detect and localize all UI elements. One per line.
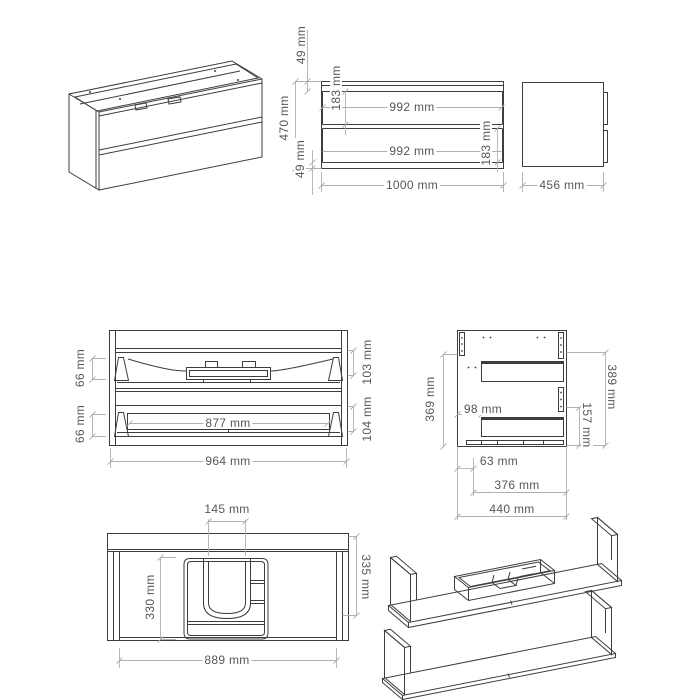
dim-sideopen-bottom-offset: 63 mm <box>479 454 519 468</box>
dim-open-inner-width: 877 mm <box>205 416 251 430</box>
dim-sideopen-front-offset: 98 mm <box>463 402 503 416</box>
dim-side-depth: 456 mm <box>539 178 585 192</box>
dim-front-drawer2-width: 992 mm <box>389 144 435 158</box>
dim-open-carcass-width: 964 mm <box>205 454 251 468</box>
dim-sideopen-slide-height: 369 mm <box>423 376 437 422</box>
dim-front-drawer1-width: 992 mm <box>389 100 435 114</box>
dim-front-height: 470 mm <box>277 95 291 141</box>
dim-front-bottom-rail: 49 mm <box>293 139 307 179</box>
dim-front-top-rail: 49 mm <box>294 25 308 65</box>
view-side-elevation <box>520 83 608 193</box>
dim-open-drawer1-side: 66 mm <box>73 348 87 388</box>
dim-sideopen-back-height: 389 mm <box>605 364 619 410</box>
dim-sideopen-lower-slide: 157 mm <box>580 402 594 448</box>
dim-sideopen-inner-depth: 440 mm <box>489 502 535 516</box>
dim-front-drawer1-height: 183 mm <box>329 65 343 111</box>
dim-top-depth-right: 335 mm <box>359 554 373 600</box>
dim-front-drawer2-height: 183 mm <box>479 120 493 166</box>
dim-open-drawer2-opening: 104 mm <box>360 396 374 442</box>
view-cabinet-3d <box>69 61 262 190</box>
dim-top-cutout-width: 145 mm <box>204 502 250 516</box>
dim-sideopen-slide-length: 376 mm <box>494 478 540 492</box>
dim-front-width: 1000 mm <box>385 178 439 192</box>
dim-open-drawer2-side: 66 mm <box>73 404 87 444</box>
dim-top-depth-left: 330 mm <box>143 574 157 620</box>
dim-open-drawer1-opening: 103 mm <box>360 339 374 385</box>
dim-top-inner-width: 889 mm <box>204 653 250 667</box>
view-front-open <box>90 331 357 469</box>
view-drawers-3d <box>383 518 622 700</box>
